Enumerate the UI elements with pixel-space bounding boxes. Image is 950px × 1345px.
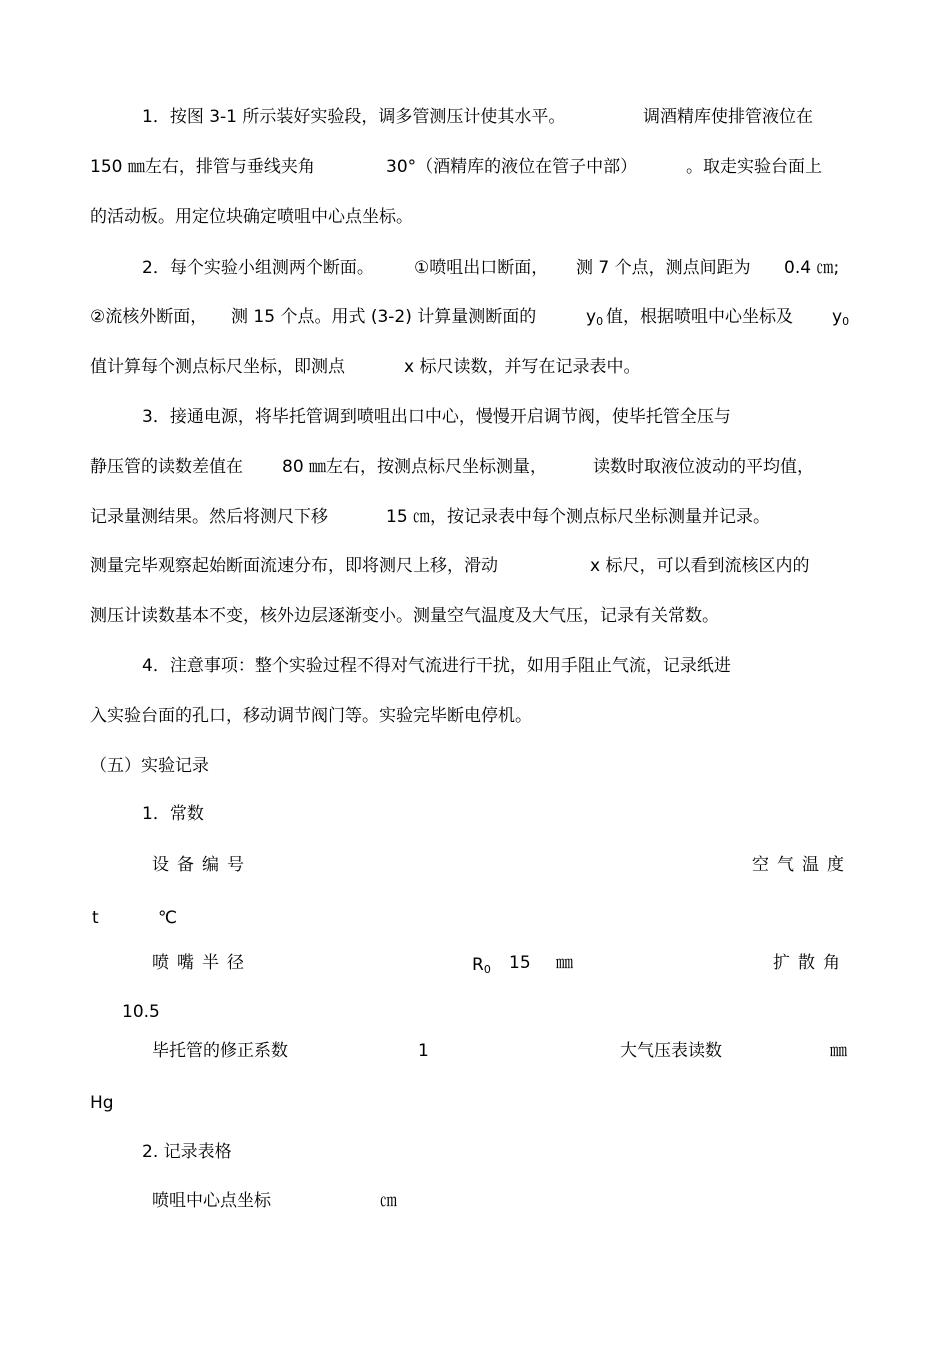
barometer-unit-hg: Hg	[90, 1093, 114, 1113]
step3-line3-text: 记录量测结果。然后将测尺下移	[90, 507, 328, 527]
nozzle-radius-label: 喷嘴半径	[152, 953, 252, 973]
section5-heading: （五）实验记录	[90, 756, 209, 776]
barometer-unit: ㎜	[830, 1041, 847, 1061]
step4-line2-text: 入实验台面的孔口，移动调节阀门等。实验完毕断电停机。	[90, 706, 532, 726]
step1-line2-text: 150 ㎜左右，排管与垂线夹角	[90, 157, 315, 177]
step2-line3-text: 值计算每个测点标尺坐标，即测点	[90, 357, 345, 377]
step3-line2-text-b: 80 ㎜左右，按测点标尺坐标测量，	[282, 457, 548, 477]
air-temperature-label: 空气温度	[752, 855, 852, 875]
step1-line3-text: 的活动板。用定位块确定喷咀中心点坐标。	[90, 207, 413, 227]
step3-line1-text: 3．接通电源，将毕托管调到喷咀出口中心，慢慢开启调节阀，使毕托管全压与	[142, 407, 731, 427]
step2-line1-text-d: 0.4 ㎝;	[784, 258, 840, 278]
step1-line1-text-b: 调酒精库使排管液位在	[643, 107, 813, 127]
constants-heading: 1．常数	[142, 804, 204, 824]
step3-line2-text: 静压管的读数差值在	[90, 457, 243, 477]
barometer-reading-label: 大气压表读数	[620, 1041, 722, 1061]
step2-line1-text-b: ①喷咀出口断面，	[414, 258, 549, 278]
step2-line2-text-b: 测 15 个点。用式 (3-2) 计算量测断面的	[231, 307, 537, 327]
record-table-heading: 2. 记录表格	[142, 1142, 232, 1162]
step4-line1-text: 4．注意事项：整个实验过程不得对气流进行干扰，如用手阻止气流，记录纸进	[142, 656, 731, 676]
step3-line3-text-b: 15 ㎝，按记录表中每个测点标尺坐标测量并记录。	[386, 507, 771, 527]
step2-y0-symbol: $y_0$	[586, 307, 604, 328]
step2-line1-text: 2．每个实验小组测两个断面。	[142, 258, 374, 278]
temperature-unit: ℃	[158, 908, 178, 928]
temperature-symbol: t	[92, 908, 99, 928]
step3-line2-text-c: 读数时取液位波动的平均值，	[593, 457, 814, 477]
radius-unit: ㎜	[556, 953, 573, 973]
step2-line2-text-c: 值，根据喷咀中心坐标及	[606, 307, 793, 327]
step1-line2-text-c: 。取走实验台面上	[686, 157, 822, 177]
pitot-coefficient-label: 毕托管的修正系数	[152, 1041, 288, 1061]
radius-value: 15	[509, 953, 531, 973]
diffusion-angle-value: 10.5	[122, 1002, 160, 1022]
step3-line5-text: 测压计读数基本不变，核外边层逐渐变小。测量空气温度及大气压，记录有关常数。	[90, 606, 719, 626]
pitot-coefficient-value: 1	[418, 1041, 429, 1061]
step3-line4-text: 测量完毕观察起始断面流速分布，即将测尺上移，滑动	[90, 556, 498, 576]
step2-line2-text: ②流核外断面，	[90, 307, 208, 327]
device-number-label: 设备编号	[152, 855, 252, 875]
nozzle-center-coordinate-unit: ㎝	[380, 1191, 397, 1211]
step1-line2-text-b: 30°（酒精库的液位在管子中部）	[386, 157, 638, 177]
step2-y0-symbol-2: $y_0$	[832, 307, 850, 328]
step1-line1-text: 1．按图 3-1 所示装好实验段，调多管测压计使其水平。	[142, 107, 566, 127]
diffusion-angle-label: 扩散角	[773, 953, 848, 973]
nozzle-center-coordinate-label: 喷咀中心点坐标	[152, 1191, 271, 1211]
step2-line3-text-b: x 标尺读数，并写在记录表中。	[404, 357, 641, 377]
radius-symbol: $R_0$	[472, 955, 491, 976]
step2-line1-text-c: 测 7 个点，测点间距为	[576, 258, 751, 278]
step3-line4-text-b: x 标尺，可以看到流核区内的	[590, 556, 810, 576]
